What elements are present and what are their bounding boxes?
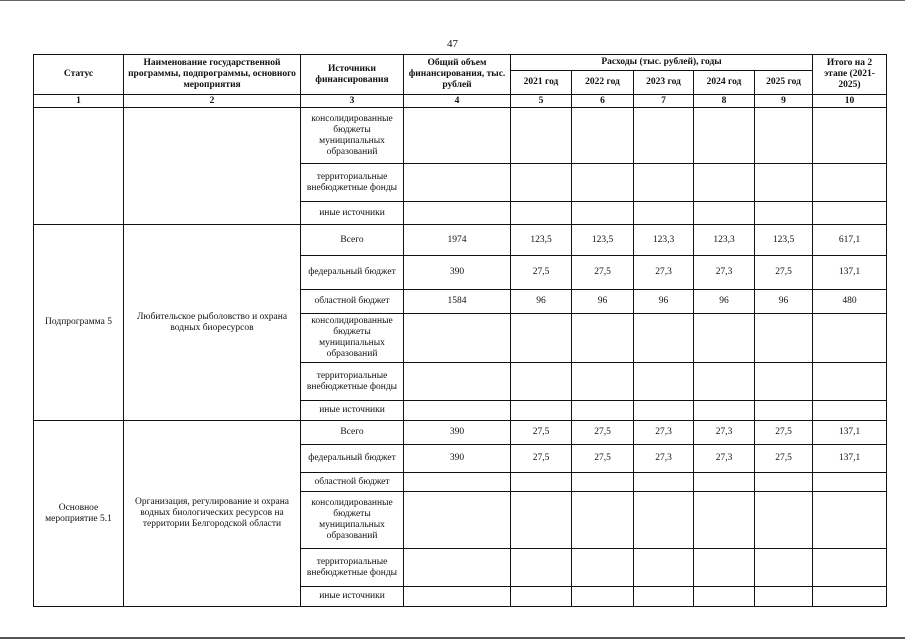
year-value-cell: 27,3 [694,445,755,473]
year-value-cell: 27,5 [755,421,813,445]
total-volume-cell: 1584 [404,290,511,314]
year-value-cell [755,108,813,164]
source-cell: консолидированные бюджеты муниципальных образований [301,314,404,363]
year-value-cell [634,108,694,164]
year-value-cell [755,363,813,401]
year-value-cell [634,363,694,401]
total-volume-cell [404,473,511,492]
table-row [34,108,887,164]
stage-total-cell [813,401,887,421]
year-value-cell [511,363,572,401]
stage-total-cell: 480 [813,290,887,314]
header-year: 2023 год [634,71,694,95]
source-cell: территориальные внебюджетные фонды [301,549,404,587]
year-value-cell [694,473,755,492]
year-value-cell [572,108,634,164]
year-value-cell [755,401,813,421]
column-number: 2 [124,95,301,108]
stage-total-cell: 617,1 [813,225,887,256]
stage-total-cell [813,202,887,225]
year-value-cell [694,164,755,202]
header-sources: Источники финансирования [301,55,404,95]
year-value-cell: 123,3 [694,225,755,256]
bottom-border-line [0,637,905,639]
page-number: 47 [447,38,458,50]
stage-total-cell [813,587,887,607]
year-value-cell [572,473,634,492]
header-total-stage: Итого на 2 этапе (2021-2025) [813,55,887,95]
status-cell: Подпрограмма 5 [34,225,124,421]
year-value-cell [634,164,694,202]
year-value-cell: 27,3 [694,421,755,445]
year-value-cell [634,401,694,421]
year-value-cell [694,108,755,164]
year-value-cell [694,401,755,421]
year-value-cell [511,473,572,492]
source-cell: областной бюджет [301,473,404,492]
financing-table [33,54,887,607]
source-cell: федеральный бюджет [301,445,404,473]
program-name-cell [124,108,301,225]
year-value-cell [572,401,634,421]
year-value-cell [511,164,572,202]
year-value-cell [511,108,572,164]
total-volume-cell [404,401,511,421]
year-value-cell [572,363,634,401]
year-value-cell: 96 [634,290,694,314]
source-cell: областной бюджет [301,290,404,314]
table-row [34,421,887,445]
year-value-cell [511,401,572,421]
column-number: 5 [511,95,572,108]
header-year: 2021 год [511,71,572,95]
stage-total-cell: 137,1 [813,421,887,445]
column-number: 3 [301,95,404,108]
total-volume-cell: 390 [404,445,511,473]
year-value-cell [755,314,813,363]
total-volume-cell [404,314,511,363]
stage-total-cell [813,108,887,164]
total-volume-cell: 390 [404,421,511,445]
total-volume-cell [404,202,511,225]
header-program-name: Наименование государственной программы, подпрограммы, основного мероприятия [124,55,301,95]
column-number-row [34,95,887,108]
total-volume-cell [404,587,511,607]
total-volume-cell [404,492,511,549]
stage-total-cell [813,492,887,549]
year-value-cell: 27,3 [694,256,755,290]
source-cell: иные источники [301,587,404,607]
year-value-cell [572,549,634,587]
year-value-cell [755,202,813,225]
year-value-cell [511,492,572,549]
year-value-cell [634,587,694,607]
year-value-cell: 123,5 [572,225,634,256]
year-value-cell: 96 [694,290,755,314]
year-value-cell: 27,5 [511,256,572,290]
stage-total-cell [813,164,887,202]
column-number: 9 [755,95,813,108]
header-expenses: Расходы (тыс. рублей), годы [511,55,813,71]
header-year: 2022 год [572,71,634,95]
column-number: 1 [34,95,124,108]
source-cell: иные источники [301,401,404,421]
year-value-cell: 27,5 [572,445,634,473]
column-number: 6 [572,95,634,108]
year-value-cell: 27,3 [634,445,694,473]
status-cell: Основное мероприятие 5.1 [34,421,124,607]
source-cell: Всего [301,225,404,256]
source-cell: территориальные внебюджетные фонды [301,164,404,202]
source-cell: консолидированные бюджеты муниципальных образований [301,108,404,164]
year-value-cell [634,314,694,363]
year-value-cell: 27,5 [572,421,634,445]
year-value-cell: 27,5 [755,445,813,473]
year-value-cell: 123,3 [634,225,694,256]
year-value-cell [572,492,634,549]
year-value-cell: 96 [511,290,572,314]
year-value-cell [572,202,634,225]
year-value-cell: 96 [755,290,813,314]
source-cell: территориальные внебюджетные фонды [301,363,404,401]
source-cell: федеральный бюджет [301,256,404,290]
year-value-cell: 27,3 [634,256,694,290]
total-volume-cell: 390 [404,256,511,290]
source-cell: иные источники [301,202,404,225]
year-value-cell: 123,5 [511,225,572,256]
year-value-cell: 96 [572,290,634,314]
year-value-cell [755,492,813,549]
column-number: 8 [694,95,755,108]
year-value-cell: 27,5 [572,256,634,290]
year-value-cell [511,202,572,225]
stage-total-cell: 137,1 [813,256,887,290]
year-value-cell [694,314,755,363]
year-value-cell: 27,5 [511,421,572,445]
year-value-cell [572,164,634,202]
stage-total-cell [813,363,887,401]
total-volume-cell: 1974 [404,225,511,256]
year-value-cell [511,587,572,607]
year-value-cell [511,314,572,363]
total-volume-cell [404,164,511,202]
total-volume-cell [404,549,511,587]
column-number: 10 [813,95,887,108]
year-value-cell: 27,3 [634,421,694,445]
status-cell [34,108,124,225]
year-value-cell [755,549,813,587]
stage-total-cell: 137,1 [813,445,887,473]
program-name-cell: Любительское рыболовство и охрана водных биоресурсов [124,225,301,421]
table-row [34,225,887,256]
stage-total-cell [813,473,887,492]
header-year: 2024 год [694,71,755,95]
program-name-cell: Организация, регулирование и охрана водных биологических ресурсов на территории Белгородской области [124,421,301,607]
year-value-cell [694,202,755,225]
source-cell: консолидированные бюджеты муниципальных образований [301,492,404,549]
year-value-cell [634,202,694,225]
year-value-cell [755,587,813,607]
header-year: 2025 год [755,71,813,95]
column-number: 7 [634,95,694,108]
header-total-volume: Общий объем финансирования, тыс. рублей [404,55,511,95]
year-value-cell [694,492,755,549]
stage-total-cell [813,314,887,363]
year-value-cell: 123,5 [755,225,813,256]
year-value-cell: 27,5 [755,256,813,290]
year-value-cell [694,363,755,401]
year-value-cell [634,549,694,587]
year-value-cell [572,587,634,607]
year-value-cell [755,473,813,492]
year-value-cell: 27,5 [511,445,572,473]
year-value-cell [511,549,572,587]
source-cell: Всего [301,421,404,445]
total-volume-cell [404,363,511,401]
year-value-cell [694,549,755,587]
top-border-line [0,0,905,1]
stage-total-cell [813,549,887,587]
header-status: Статус [34,55,124,95]
year-value-cell [634,492,694,549]
column-number: 4 [404,95,511,108]
total-volume-cell [404,108,511,164]
year-value-cell [634,473,694,492]
year-value-cell [694,587,755,607]
year-value-cell [755,164,813,202]
year-value-cell [572,314,634,363]
